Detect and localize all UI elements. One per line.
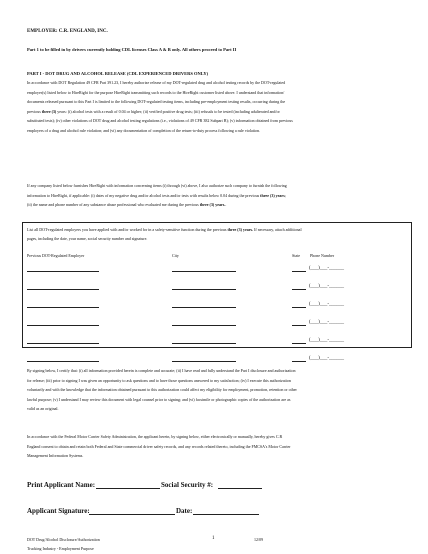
- employer-name-field[interactable]: [27, 343, 99, 344]
- release-line: employer(s) listed below to HireRight for the purpose HireRight transmitting such records to the HireRight customer listed above. I understand that information/: [27, 89, 285, 95]
- additional-info-line: information to HireRight, if applicable: (i) dates of my negative drug and/or alcohol tests and/or tests with results below 0.04 during the previous three (3) years;: [27, 192, 286, 198]
- column-header-state: State: [292, 253, 300, 258]
- employer-city-field[interactable]: [172, 307, 236, 308]
- column-header-employer: Previous DOT-Regulated Employer: [27, 253, 85, 258]
- footer-date: 12/09: [254, 537, 264, 542]
- date-label: Date:: [176, 507, 193, 515]
- footer-subtitle: Trucking Industry - Employment Purpose: [27, 546, 94, 551]
- certification-line: for release; (iii) prior to signing I was given an opportunity to ask questions and to have those questions answered to my satisfaction; (iv) I execute this authorization: [27, 377, 291, 383]
- employer-heading: EMPLOYER: C.R. ENGLAND, INC.: [27, 29, 108, 34]
- release-line: previous three (3) years: (i) alcohol tests with a result of 0.04 or higher; (ii) verified positive drug tests; (iii) refusals to be tested (including adulterated and/or: [27, 108, 280, 114]
- additional-info-paragraph: [27, 181, 407, 210]
- ssn-label: Social Security #:: [161, 481, 214, 489]
- release-line: employers of a drug and alcohol rule violation; and (vi) any documentation of completion of the return-to-duty process following a rule violation.: [27, 127, 261, 133]
- employer-state-field[interactable]: [292, 307, 306, 308]
- employer-name-field[interactable]: [27, 325, 99, 326]
- additional-info-line: (ii) the name and phone number of any substance abuse professional who evaluated me during the previous three (3) years..: [27, 202, 227, 207]
- fmcsa-line: In accordance with the Federal Motor Carrier Safety Administration, the applicant herein, by signing below, either electronically or manually, hereby gives C.R: [27, 434, 283, 439]
- employer-list-intro-bold: three (3) years.: [227, 227, 254, 232]
- employer-phone-field[interactable]: (___)___-______: [309, 338, 344, 343]
- fmcsa-line: Management Information Systems.: [27, 453, 84, 458]
- print-name-label: Print Applicant Name:: [27, 481, 96, 489]
- bold-phrase: three (3) years.: [199, 202, 226, 207]
- bold-phrase: three (3): [41, 108, 57, 114]
- employer-list-intro: [27, 227, 302, 232]
- signature-field[interactable]: [89, 514, 175, 515]
- employer-phone-field[interactable]: (___)___-______: [309, 356, 344, 361]
- employer-state-field[interactable]: [292, 343, 306, 344]
- fmcsa-paragraph: [27, 432, 407, 461]
- employer-phone-field[interactable]: (___)___-______: [309, 302, 344, 307]
- print-name-field[interactable]: [96, 488, 160, 489]
- employer-name-field[interactable]: [27, 289, 99, 290]
- employer-phone-field[interactable]: (___)___-______: [309, 320, 344, 325]
- employer-phone-field[interactable]: (___)___-______: [309, 284, 344, 289]
- release-paragraph: [27, 78, 407, 135]
- employer-city-field[interactable]: [172, 271, 236, 272]
- release-line: substituted tests); (iv) other violations of DOT drug and alcohol testing regulations (i.e., violations of 49 CFR 382 Subpart B); (v) information obtained from previous: [27, 118, 293, 123]
- employer-name-field[interactable]: [27, 307, 99, 308]
- employer-list-intro-text: List all DOT-regulated employers you have applied with and/or worked for in a safety-sensitive function during the previous: [27, 227, 227, 232]
- employer-name-field[interactable]: [27, 361, 99, 362]
- employer-city-field[interactable]: [172, 325, 236, 326]
- bold-phrase: three (3) years: [260, 192, 285, 198]
- employer-phone-field[interactable]: (___)___-______: [309, 266, 344, 271]
- employer-state-field[interactable]: [292, 289, 306, 290]
- employer-state-field[interactable]: [292, 271, 306, 272]
- employer-state-field[interactable]: [292, 361, 306, 362]
- column-header-phone: Phone Number: [310, 253, 335, 258]
- employer-city-field[interactable]: [172, 289, 236, 290]
- part1-instruction: Part 1 to be filled in by drivers currently holding CDL licenses Class A & B only. All others proceed to Part II: [27, 47, 237, 52]
- certification-line: lawful purpose; (v) I understand I may review this document with legal counsel prior to signing; and (vi) facsimile or photographic copies of the authorization are as: [27, 396, 291, 402]
- footer-page-number: 1: [212, 536, 215, 541]
- employer-city-field[interactable]: [172, 361, 236, 362]
- employer-city-field[interactable]: [172, 343, 236, 344]
- fmcsa-line: England consent to obtain and retain both Federal and State commercial driver safety records, and any records related thereto, including the FMCSA's Motor Carrier: [27, 443, 291, 449]
- certification-line: valid as an original.: [27, 406, 59, 411]
- part1-title: PART I - DOT DRUG AND ALCOHOL RELEASE (CDL EXPERIENCED DRIVERS ONLY): [27, 71, 209, 76]
- employer-list-intro-text: If necessary, attach additional: [254, 227, 302, 232]
- ssn-field[interactable]: [218, 488, 262, 489]
- date-field[interactable]: [193, 514, 259, 515]
- footer-title: DOT Drug/Alcohol Disclosure/Authorization: [27, 537, 100, 542]
- certification-paragraph: [27, 366, 407, 414]
- employer-state-field[interactable]: [292, 325, 306, 326]
- signature-label: Applicant Signature:: [27, 507, 90, 515]
- column-header-city: City: [172, 253, 179, 258]
- employer-list-intro-2: pages, including the date, your name, social security number and signature.: [27, 236, 148, 241]
- employer-name-field[interactable]: [27, 271, 99, 272]
- release-line: In accordance with DOT Regulation 49 CFR Part 391.23, I hereby authorize release of my DOT-regulated drug and alcohol testing records by the DOT-regulated: [27, 80, 286, 85]
- certification-line: By signing below, I certify that: (i) all information provided herein is complete and accurate; (ii) I have read and fully understand the Part I disclosure and authorization: [27, 368, 296, 373]
- additional-info-line: If any company listed below furnishes HireRight with information concerning items (i) through (vi) above, I also authorize such company to furnish the following: [27, 183, 287, 188]
- release-line: documents released pursuant to this Part I is limited to the following DOT-regulated testing items, including pre-employment testing results, occurring during the: [27, 99, 286, 104]
- certification-line: voluntarily and with the knowledge that the information obtained pursuant to this authorization could affect my eligibility for employment, promotion, retention or other: [27, 387, 297, 392]
